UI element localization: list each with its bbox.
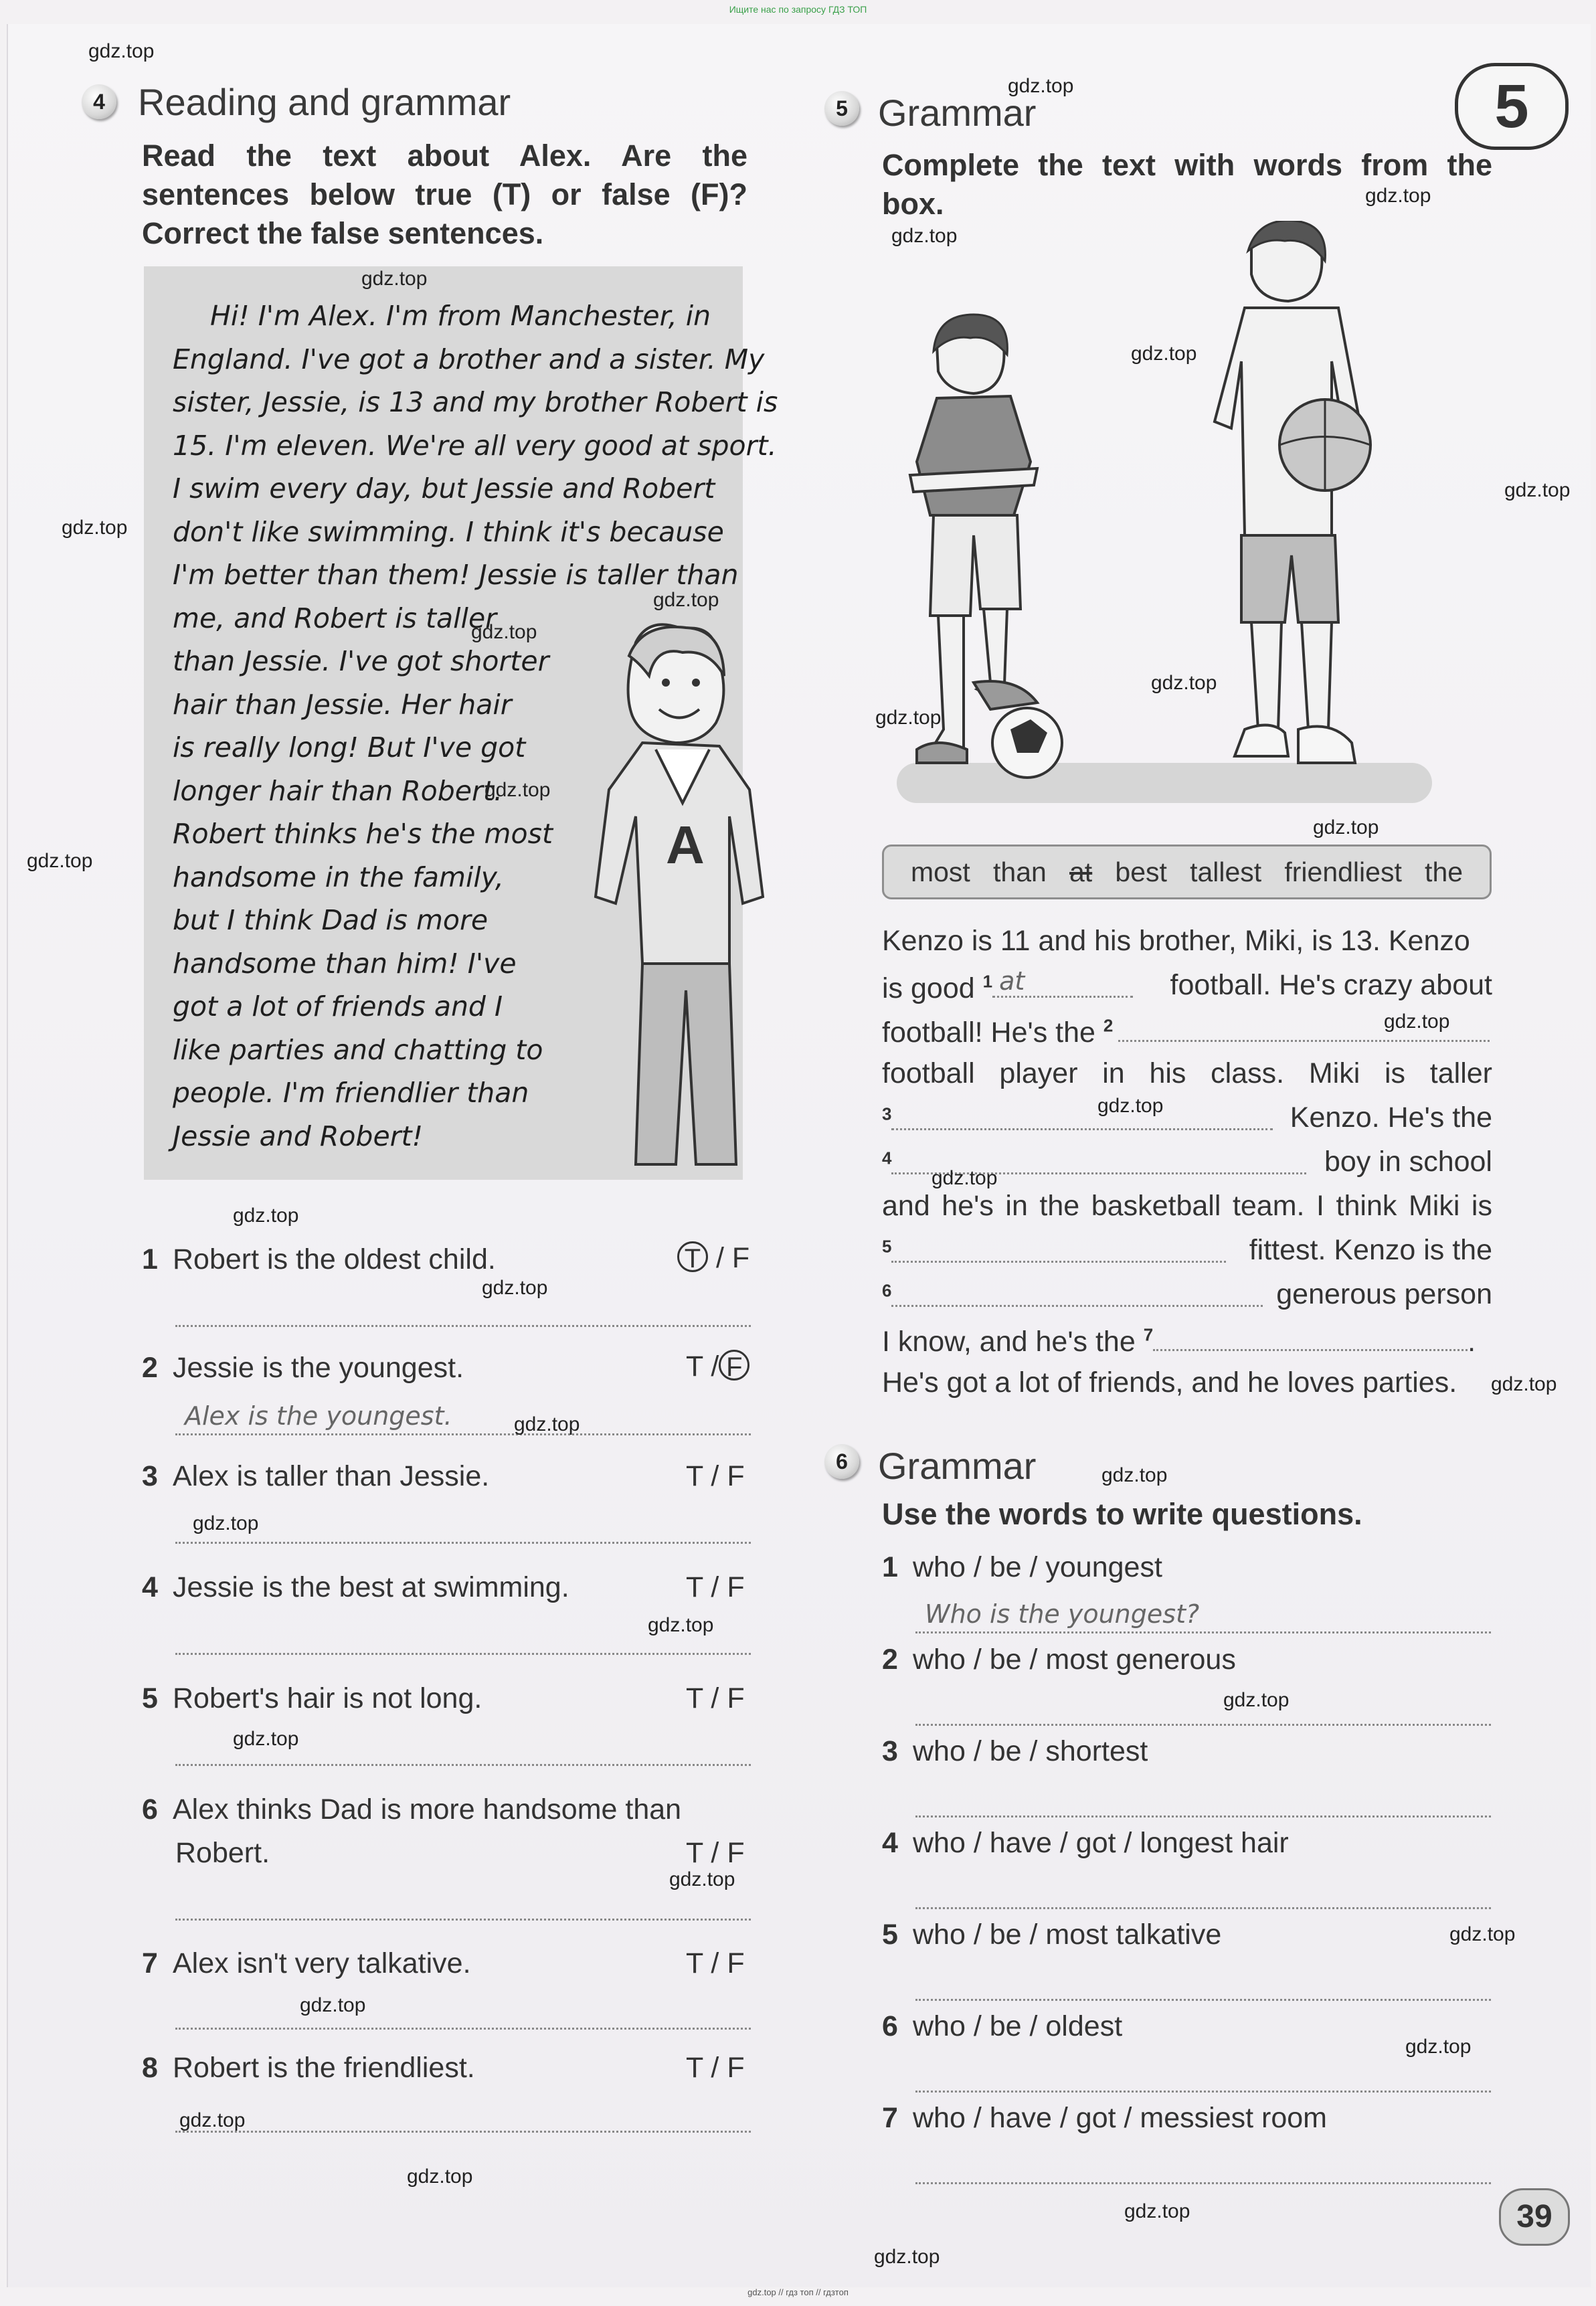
text-line: hair than Jessie. Her hair — [173, 688, 512, 721]
watermark: gdz.top — [648, 1614, 714, 1636]
question-answer-2[interactable] — [915, 1689, 1491, 1726]
watermark: gdz.top — [514, 1413, 580, 1435]
text-line: handsome than him! I've — [173, 947, 517, 980]
section-6-number: 6 — [824, 1444, 859, 1479]
word-than: than — [993, 857, 1047, 887]
section-6-title: Grammar — [878, 1445, 1037, 1487]
cloze-line-3: football! He's the $^2$ — [882, 1013, 1490, 1049]
blank-6[interactable] — [891, 1278, 1263, 1307]
word-best: best — [1115, 857, 1167, 887]
watermark: gdz.top — [1124, 2200, 1190, 2222]
blank-3[interactable] — [891, 1101, 1273, 1130]
tf-choice-8[interactable]: T / F — [686, 2052, 745, 2084]
cloze-line-9: $^6$ generous person — [882, 1278, 1492, 1310]
watermark: gdz.top — [1384, 1010, 1450, 1033]
watermark: gdz.top — [193, 1512, 259, 1534]
section-4-title: Reading and grammar — [138, 81, 511, 123]
tf-question-1: 1 Robert is the oldest child. — [142, 1243, 496, 1275]
reading-text — [173, 294, 778, 1158]
text-line: like parties and chatting to — [173, 1033, 543, 1066]
watermark: gdz.top — [1008, 75, 1074, 97]
tf-choice-5[interactable]: T / F — [686, 1682, 745, 1714]
text-line: is really long! But I've got — [173, 731, 526, 764]
watermark: gdz.top — [1101, 1464, 1168, 1486]
watermark: gdz.top — [669, 1868, 735, 1890]
watermark: gdz.top — [361, 268, 428, 290]
text-line: Hi! I'm Alex. I'm from Manchester, in — [210, 300, 711, 332]
watermark: gdz.top — [300, 1994, 366, 2016]
word-most: most — [910, 857, 970, 887]
unit-number-badge: 5 — [1455, 63, 1569, 150]
watermark: gdz.top — [1097, 1095, 1164, 1117]
watermark: gdz.top — [27, 850, 93, 872]
text-line: Robert thinks he's the most — [173, 818, 553, 850]
word-friendliest: friendliest — [1284, 857, 1402, 887]
watermark: gdz.top — [1151, 672, 1217, 694]
question-prompt-3: 3 who / be / shortest — [882, 1735, 1148, 1767]
watermark: gdz.top — [407, 2165, 473, 2188]
tf-choice-3[interactable]: T / F — [686, 1460, 745, 1492]
blank-5[interactable] — [891, 1234, 1226, 1263]
tf-question-7: 7 Alex isn't very talkative. — [142, 1947, 471, 1979]
tf-choice-2[interactable]: T / F — [686, 1350, 749, 1383]
watermark: gdz.top — [1131, 343, 1197, 365]
cloze-line-10: I know, and he's the $^7$ . — [882, 1322, 1492, 1358]
watermark: gdz.top — [874, 2246, 940, 2268]
cloze-line-2: is good $^1$ at football. He's crazy about — [882, 966, 1492, 1004]
watermark: gdz.top — [1491, 1373, 1557, 1395]
watermark: gdz.top — [1223, 1689, 1290, 1711]
circled-answer: T — [677, 1241, 708, 1272]
cloze-line-1: Kenzo is 11 and his brother, Miki, is 13. Kenzo — [882, 925, 1470, 957]
blank-1[interactable]: at — [992, 969, 1133, 998]
question-prompt-5: 5 who / be / most talkative — [882, 1919, 1222, 1951]
watermark: gdz.top — [62, 517, 128, 539]
word-box — [882, 845, 1492, 899]
text-line: sister, Jessie, is 13 and my brother Robert is — [173, 386, 778, 418]
question-prompt-2: 2 who / be / most generous — [882, 1644, 1236, 1676]
watermark: gdz.top — [1504, 479, 1571, 501]
question-answer-3[interactable] — [915, 1781, 1491, 1817]
question-answer-5[interactable] — [915, 1964, 1491, 2001]
word-tallest: tallest — [1190, 857, 1262, 887]
watermark: gdz.top — [653, 589, 719, 611]
question-prompt-1: 1 who / be / youngest — [882, 1551, 1162, 1583]
answer-line-3[interactable] — [175, 1507, 751, 1544]
watermark: gdz.top — [1449, 1923, 1516, 1945]
text-line: but I think Dad is more — [173, 904, 489, 936]
circled-answer: F — [719, 1350, 749, 1381]
watermark: gdz.top — [179, 2109, 246, 2131]
watermark: gdz.top — [233, 1205, 299, 1227]
blank-7[interactable] — [1153, 1322, 1468, 1351]
question-answer-7[interactable] — [915, 2147, 1491, 2184]
question-prompt-7: 7 who / have / got / messiest room — [882, 2102, 1327, 2134]
watermark: gdz.top — [482, 1277, 548, 1299]
section-4-number: 4 — [82, 84, 116, 119]
tf-question-6-cont: Robert. — [175, 1837, 270, 1869]
kenzo-miki-illustration — [897, 221, 1432, 810]
answer-line-1[interactable] — [175, 1290, 751, 1327]
question-prompt-6: 6 who / be / oldest — [882, 2010, 1123, 2042]
word-the: the — [1425, 857, 1464, 887]
question-answer-4[interactable] — [915, 1872, 1491, 1909]
answer-line-7[interactable] — [175, 1993, 751, 2030]
watermark: gdz.top — [233, 1728, 299, 1750]
answer-line-6[interactable] — [175, 1884, 751, 1921]
text-line: than Jessie. I've got shorter — [173, 645, 549, 677]
question-prompt-4: 4 who / have / got / longest hair — [882, 1827, 1289, 1859]
tf-choice-4[interactable]: T / F — [686, 1571, 745, 1603]
text-line: got a lot of friends and I — [173, 990, 503, 1023]
tf-question-8: 8 Robert is the friendliest. — [142, 2052, 475, 2084]
watermark: gdz.top — [471, 621, 537, 643]
tf-question-5: 5 Robert's hair is not long. — [142, 1682, 482, 1714]
watermark: gdz.top — [484, 779, 551, 801]
tf-question-2: 2 Jessie is the youngest. — [142, 1352, 464, 1384]
cloze-line-11: He's got a lot of friends, and he loves parties. — [882, 1366, 1457, 1399]
tf-question-4: 4 Jessie is the best at swimming. — [142, 1571, 569, 1603]
section-4-instruction: Read the text about Alex. Are the sentences below true (T) or false (F)? Correct the false sentences. — [142, 139, 747, 250]
text-line: don't like swimming. I think it's because — [173, 515, 724, 548]
text-line: I swim every day, but Jessie and Robert — [173, 472, 715, 505]
text-line: handsome in the family, — [173, 861, 504, 893]
cloze-line-6: $^4$ boy in school — [882, 1146, 1492, 1178]
tf-question-6: 6 Alex thinks Dad is more handsome than — [142, 1793, 682, 1826]
text-line: England. I've got a brother and a sister. My — [173, 343, 765, 375]
word-at: at — [1069, 857, 1093, 887]
section-6-instruction: Use the words to write questions. — [882, 1497, 1362, 1531]
text-line: Jessie and Robert! — [173, 1120, 424, 1152]
question-answer-6[interactable] — [915, 2056, 1491, 2093]
cloze-line-5: $^3$ Kenzo. He's the — [882, 1101, 1492, 1134]
svg-text:A: A — [666, 815, 705, 875]
section-5-instruction: Complete the text with words from the box. — [882, 148, 1492, 221]
text-line: I'm better than them! Jessie is taller than — [173, 559, 739, 591]
text-line: 15. I'm eleven. We're all very good at sport. — [173, 429, 777, 462]
page-number: 39 — [1499, 2188, 1570, 2246]
answer-line-8[interactable] — [175, 2096, 751, 2133]
watermark: gdz.top — [1405, 2036, 1472, 2058]
answer-line-2[interactable]: Alex is the youngest. — [175, 1399, 751, 1435]
watermark: gdz.top — [932, 1167, 998, 1189]
watermark: gdz.top — [875, 707, 942, 729]
tf-choice-6[interactable]: T / F — [686, 1837, 745, 1869]
tf-question-3: 3 Alex is taller than Jessie. — [142, 1460, 490, 1492]
watermark: gdz.top — [88, 40, 155, 62]
section-5-title: Grammar — [878, 92, 1037, 134]
watermark: gdz.top — [891, 225, 958, 247]
text-line: people. I'm friendlier than — [173, 1077, 529, 1109]
cloze-line-7: and he's in the basketball team. I think Miki is — [882, 1190, 1492, 1222]
top-note: Ищите нас по запросу ГДЗ ТОП — [729, 4, 867, 15]
watermark: gdz.top — [1365, 185, 1431, 207]
tf-choice-7[interactable]: T / F — [686, 1947, 745, 1979]
cloze-line-4: football player in his class. Miki is taller — [882, 1057, 1492, 1089]
question-answer-1[interactable]: Who is the youngest? — [915, 1597, 1491, 1633]
watermark: gdz.top — [1313, 816, 1379, 838]
text-line: me, and Robert is taller — [173, 602, 497, 634]
bottom-note: gdz.top // гдз топ // гдзтоп — [747, 2287, 849, 2297]
text-line: longer hair than Robert. — [173, 774, 503, 807]
tf-choice-1[interactable]: T / F — [677, 1241, 749, 1275]
section-5-number: 5 — [824, 91, 859, 126]
cloze-line-8: $^5$ fittest. Kenzo is the — [882, 1234, 1492, 1266]
